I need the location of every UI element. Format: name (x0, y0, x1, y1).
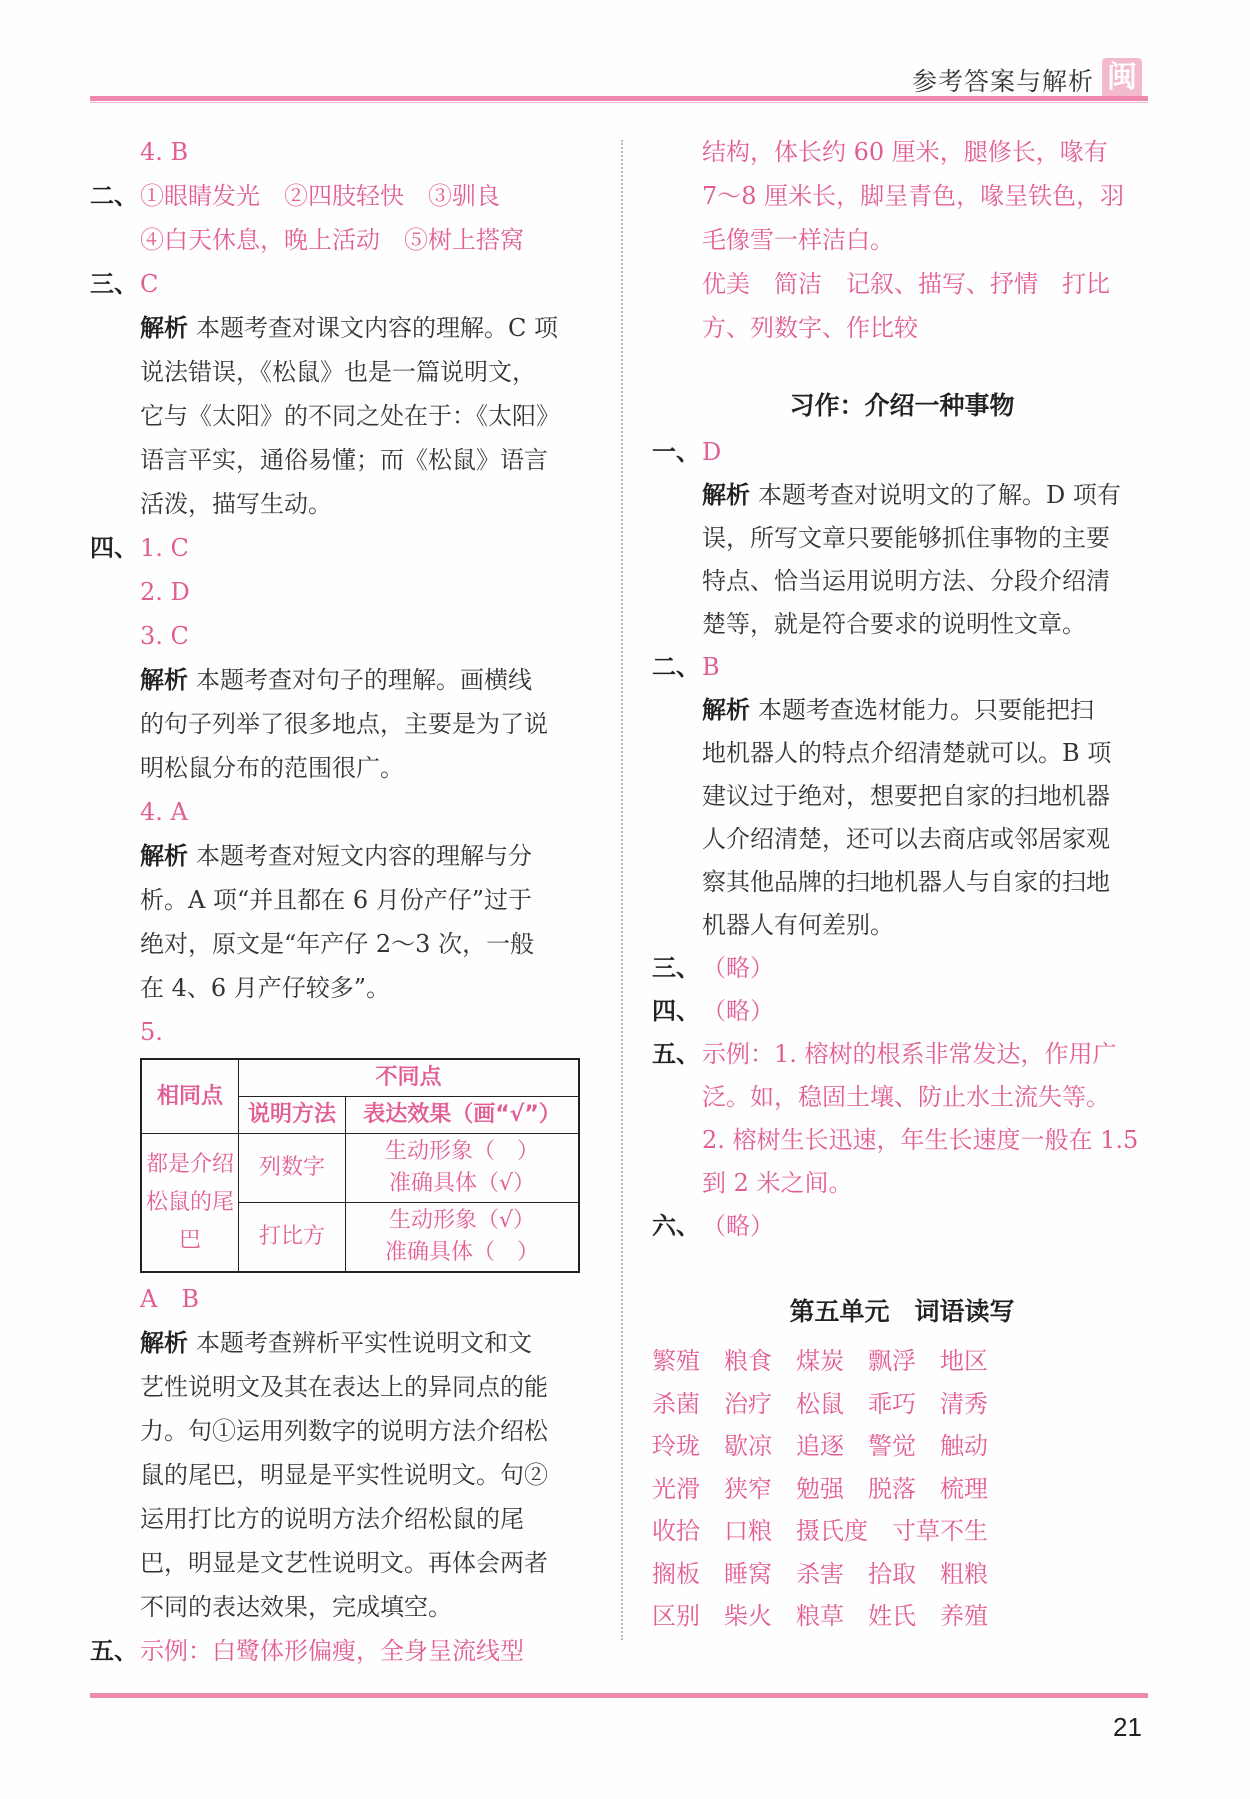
answer-4b: 4. B (140, 138, 189, 166)
q5-answer-cont: 方、列数字、作比较 (702, 314, 918, 342)
word-item: 乖巧 (868, 1389, 916, 1418)
q4-jx5-line (90, 1321, 590, 1365)
word-item: 煤炭 (796, 1347, 844, 1375)
section-title-writing: 习作：介绍一种事物 (789, 391, 1015, 420)
q4-jx4-text: 本题考查对短文内容的理解与分 (196, 842, 532, 870)
table-header-method: 说明方法 (239, 1097, 346, 1134)
table-method: 打比方 (239, 1203, 346, 1273)
q4-jx3-line (90, 658, 590, 702)
word-row (652, 1425, 1152, 1468)
word-item: 粗粮 (940, 1559, 988, 1588)
s1-q4-answer: （略） (702, 997, 774, 1025)
table-header-effect: 表达效果（画“√”） (346, 1097, 580, 1134)
word-item: 口粮 (724, 1517, 772, 1545)
s1-q4-num: 四、 (652, 997, 700, 1025)
q4-jx5-text: 运用打比方的说明方法介绍松鼠的尾 (140, 1505, 524, 1533)
q3-jx-text: 本题考查对课文内容的理解。C 项 (196, 314, 558, 342)
s1-q3-num: 三、 (652, 954, 700, 982)
q4-answer5-tail: A B (140, 1285, 199, 1313)
q4-line (90, 526, 590, 570)
s1-q5-answer: 2. 榕树生长迅速，年生长速度一般在 1.5 (702, 1126, 1139, 1154)
s1-q1-jx-text: 本题考查对说明文的了解。D 项有 (758, 481, 1121, 509)
header-rule-thin (90, 102, 1148, 103)
word-item: 摄氏度 (796, 1517, 868, 1545)
footer-rule (90, 1693, 1148, 1698)
word-item: 玲珑 (652, 1432, 700, 1460)
word-row (652, 1510, 1152, 1553)
q4-jx3-text: 本题考查对句子的理解。画横线 (196, 666, 532, 694)
s1-q5-answer: 示例：1. 榕树的根系非常发达，作用广 (702, 1040, 1117, 1068)
q4-jx5-text: 本题考查辨析平实性说明文和文 (196, 1329, 532, 1357)
q4-jx3-text: 明松鼠分布的范围很广。 (140, 754, 404, 782)
s1-q1-jx-text: 误，所写文章只要能够抓住事物的主要 (702, 524, 1110, 552)
q2-num: 二、 (90, 182, 138, 210)
s1-q1-answer: D (702, 438, 722, 466)
q3-jx-label: 解析 (140, 314, 188, 342)
q4-jx4-line (90, 834, 590, 878)
word-item: 歇凉 (724, 1432, 772, 1460)
section-title-unit5: 第五单元 词语读写 (789, 1297, 1015, 1326)
word-item: 追逐 (796, 1432, 844, 1460)
header-rule (90, 96, 1148, 101)
word-item: 清秀 (940, 1389, 988, 1418)
q4-answer2: 2. D (140, 578, 190, 606)
q5-line (90, 1629, 590, 1673)
s1-q5-line (652, 1033, 1152, 1076)
s1-q4-line (652, 990, 1152, 1033)
word-item: 治疗 (724, 1389, 772, 1418)
left-column (90, 130, 590, 1673)
s1-q3-answer: （略） (702, 954, 774, 982)
table-method: 列数字 (239, 1134, 346, 1203)
word-item: 区别 (652, 1602, 700, 1630)
q4-answer3: 3. C (140, 622, 189, 650)
word-item: 养殖 (940, 1602, 988, 1630)
column-divider (621, 140, 623, 1640)
s1-q6-line (652, 1205, 1152, 1248)
word-row (652, 1595, 1152, 1638)
q4-jx5-text: 艺性说明文及其在表达上的异同点的能 (140, 1373, 548, 1401)
comparison-table (140, 1058, 580, 1273)
word-item: 粮草 (796, 1602, 844, 1630)
q5-answer-cont: 毛像雪一样洁白。 (702, 226, 894, 254)
word-row (652, 1553, 1152, 1596)
s1-q2-jx-text: 察其他品牌的扫地机器人与自家的扫地 (702, 868, 1110, 896)
q4-num: 四、 (90, 534, 138, 562)
header-title: 参考答案与解析 (912, 67, 1095, 96)
q4-jx5-text: 力。句①运用列数字的说明方法介绍松 (140, 1417, 548, 1445)
q5-answer: 示例：白鹭体形偏瘦，全身呈流线型 (140, 1637, 524, 1665)
s1-q1-num: 一、 (652, 438, 700, 466)
q5-answer-cont: 结构，体长约 60 厘米，腿修长，喙有 (702, 138, 1108, 166)
header-badge: 闽 (1102, 58, 1142, 98)
word-item: 姓氏 (868, 1602, 916, 1630)
q3-jx-line (90, 306, 590, 350)
table-same-value: 都是介绍松鼠的尾巴 (141, 1134, 239, 1273)
word-row (652, 1468, 1152, 1511)
q5-answer-cont: 7～8 厘米长，脚呈青色，喙呈铁色，羽 (702, 182, 1125, 210)
s1-q2-line (652, 646, 1152, 689)
word-item: 搁板 (652, 1559, 700, 1588)
q3-jx-text: 语言平实，通俗易懂；而《松鼠》语言 (140, 446, 548, 474)
q4-answer1: 1. C (140, 534, 189, 562)
table-effect: 准确具体（√） (388, 1171, 536, 1196)
q4-jx4-label: 解析 (140, 842, 188, 870)
s1-q6-num: 六、 (652, 1212, 700, 1240)
word-item: 柴火 (724, 1602, 772, 1630)
table-effect-cell (346, 1203, 580, 1273)
q4-jx3-text: 的句子列举了很多地点，主要是为了说 (140, 710, 548, 738)
word-item: 触动 (940, 1432, 988, 1460)
word-item: 睡窝 (724, 1559, 772, 1588)
q2-answer1: ①眼睛发光 ②四肢轻快 ③驯良 (140, 182, 500, 210)
s1-q3-line (652, 947, 1152, 990)
s1-q2-jx-text: 地机器人的特点介绍清楚就可以。B 项 (702, 739, 1112, 767)
right-column (652, 130, 1152, 1638)
word-item: 杀害 (796, 1559, 844, 1588)
q3-jx-text: 活泼，描写生动。 (140, 490, 332, 518)
word-item: 收拾 (652, 1517, 700, 1545)
q3-jx-text: 它与《太阳》的不同之处在于：《太阳》 (140, 402, 560, 430)
s1-q1-line (652, 430, 1152, 474)
s1-q1-jx-line (652, 474, 1152, 517)
word-item: 脱落 (868, 1474, 916, 1503)
word-item: 警觉 (868, 1432, 916, 1460)
word-item: 杀菌 (652, 1389, 700, 1418)
q4-jx5-text: 巴，明显是文艺性说明文。再体会两者 (140, 1549, 548, 1577)
page-number: 21 (1113, 1712, 1142, 1742)
word-item: 飘浮 (868, 1347, 916, 1375)
table-effect: 生动形象（√） (388, 1208, 536, 1233)
q3-line (90, 262, 590, 306)
word-item: 粮食 (724, 1347, 772, 1375)
word-item: 松鼠 (796, 1389, 844, 1418)
q2-line1 (90, 174, 590, 218)
q5-num: 五、 (90, 1637, 138, 1665)
s1-q1-jx-label: 解析 (702, 481, 750, 509)
s1-q2-jx-text: 人介绍清楚，还可以去商店或邻居家观 (702, 825, 1110, 853)
s1-q2-jx-text: 机器人有何差别。 (702, 911, 894, 939)
s1-q2-jx-text: 本题考查选材能力。只要能把扫 (758, 696, 1094, 724)
q4-jx4-text: 析。A 项“并且都在 6 月份产仔”过于 (140, 886, 533, 914)
s1-q6-answer: （略） (702, 1212, 774, 1240)
s1-q2-jx-line (652, 689, 1152, 732)
word-item: 繁殖 (652, 1347, 700, 1375)
s1-q2-answer: B (702, 653, 720, 681)
word-item: 拾取 (868, 1559, 916, 1588)
q4-jx3-label: 解析 (140, 666, 188, 694)
q3-num: 三、 (90, 270, 138, 298)
table-effect-cell (346, 1134, 580, 1203)
s1-q5-answer: 到 2 米之间。 (702, 1169, 853, 1197)
word-item: 狭窄 (724, 1474, 772, 1503)
table-effect: 准确具体（ ） (384, 1240, 539, 1265)
word-row (652, 1383, 1152, 1426)
q2-line2: ④白天休息，晚上活动 ⑤树上搭窝 (140, 226, 524, 254)
word-item: 梳理 (940, 1474, 988, 1503)
word-item: 地区 (940, 1347, 988, 1375)
q4-answer5: 5. (140, 1018, 163, 1046)
q4-jx5-label: 解析 (140, 1329, 188, 1357)
word-item: 光滑 (652, 1474, 700, 1503)
table-header-same: 相同点 (141, 1059, 239, 1134)
word-list (652, 1340, 1152, 1638)
q4-jx5-text: 鼠的尾巴，明显是平实性说明文。句② (140, 1461, 548, 1489)
s1-q2-jx-text: 建议过于绝对，想要把自家的扫地机器 (702, 782, 1110, 810)
s1-q5-num: 五、 (652, 1040, 700, 1068)
q4-jx4-text: 绝对，原文是“年产仔 2～3 次，一般 (140, 930, 535, 958)
s1-q2-num: 二、 (652, 653, 700, 681)
s1-q1-jx-text: 特点、恰当运用说明方法、分段介绍清 (702, 567, 1110, 595)
word-item: 勉强 (796, 1474, 844, 1503)
q4-jx5-text: 不同的表达效果，完成填空。 (140, 1593, 452, 1621)
q3-jx-text: 说法错误，《松鼠》也是一篇说明文， (140, 358, 536, 386)
q4-answer4: 4. A (140, 798, 188, 826)
table-header-diff: 不同点 (239, 1059, 580, 1097)
s1-q1-jx-text: 楚等，就是符合要求的说明性文章。 (702, 610, 1086, 638)
q4-jx4-text: 在 4、6 月产仔较多”。 (140, 974, 391, 1002)
q5-answer-cont: 优美 简洁 记叙、描写、抒情 打比 (702, 270, 1110, 298)
s1-q5-answer: 泛。如，稳固土壤、防止水土流失等。 (702, 1083, 1110, 1111)
table-effect: 生动形象（ ） (384, 1139, 539, 1164)
q3-answer: C (140, 270, 159, 298)
word-row (652, 1340, 1152, 1383)
s1-q2-jx-label: 解析 (702, 696, 750, 724)
word-item: 寸草不生 (892, 1517, 988, 1545)
